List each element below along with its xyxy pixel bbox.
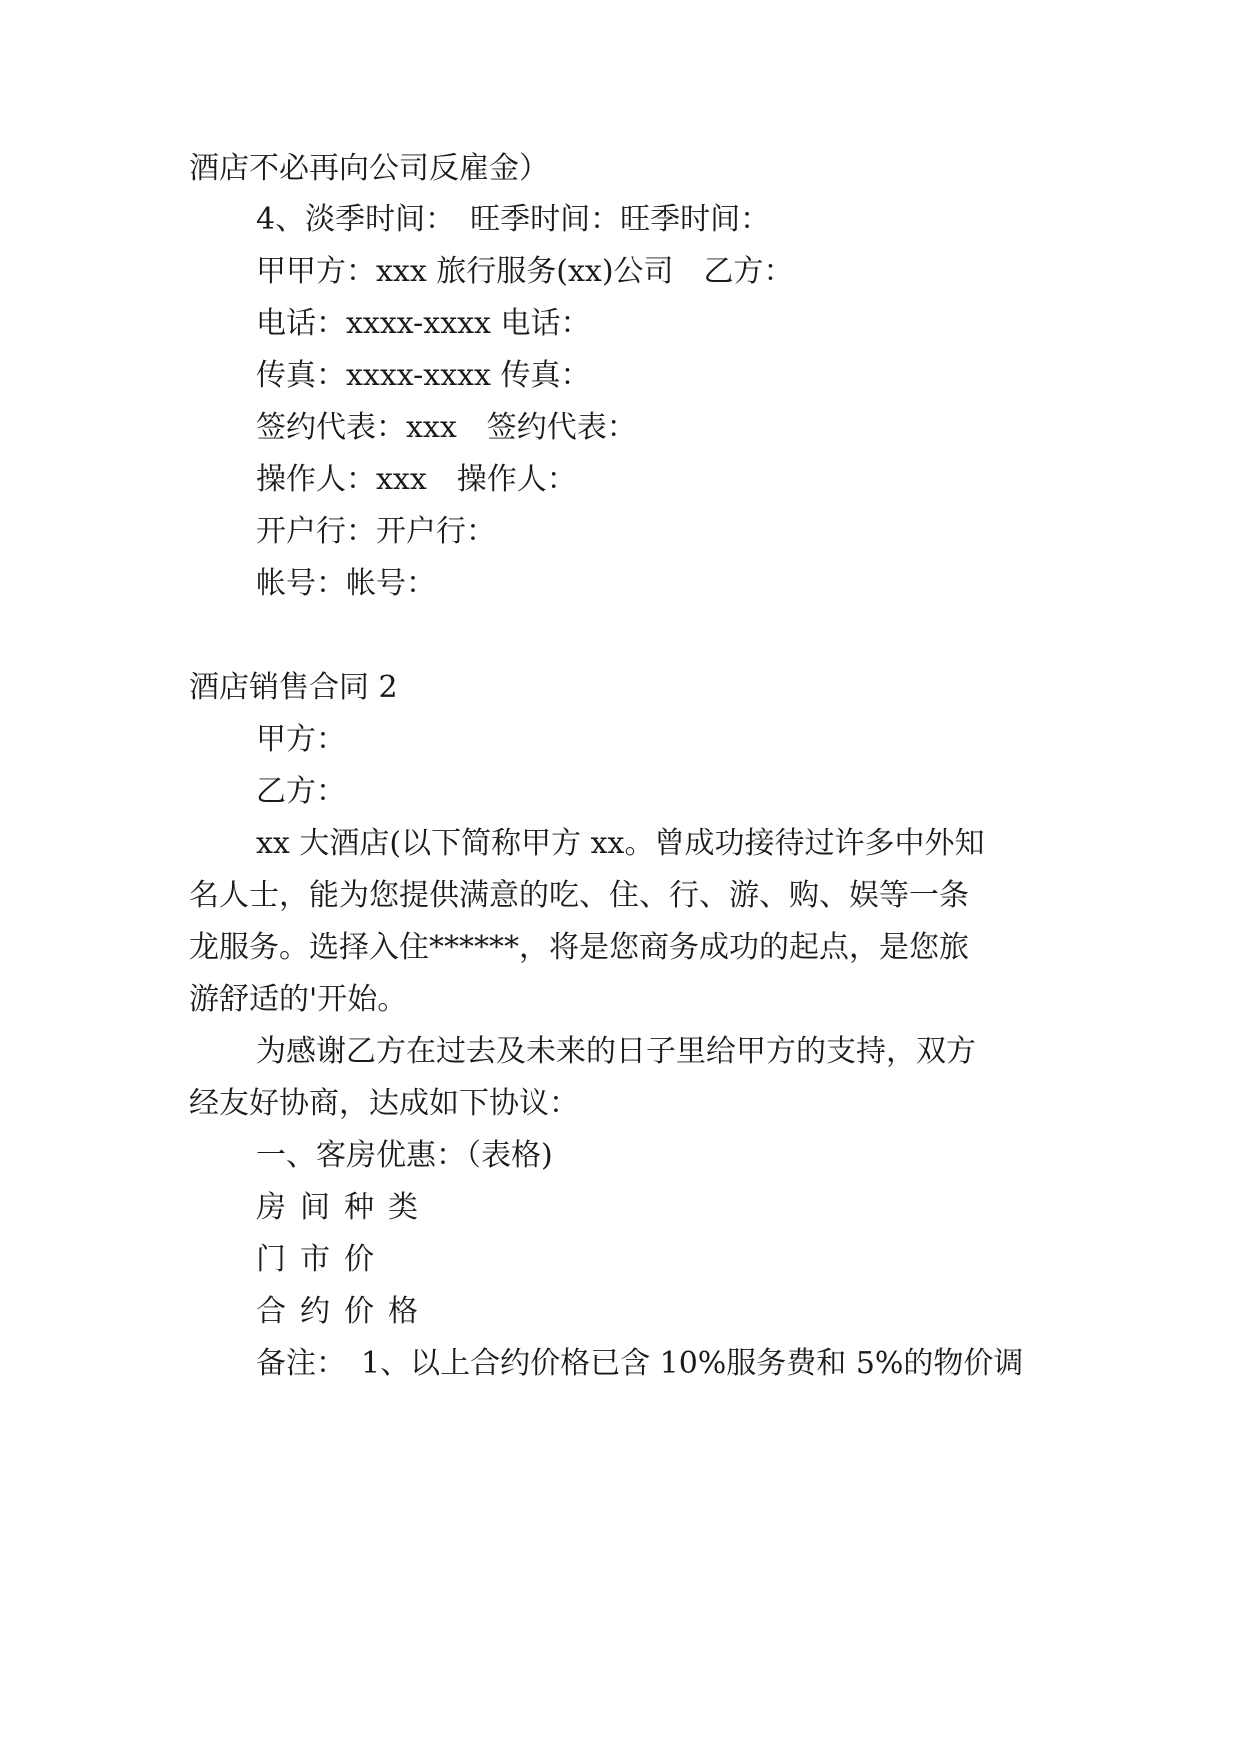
intro-line: 名人士，能为您提供满意的吃、住、行、游、购、娱等一条 — [189, 878, 969, 913]
section-heading: 一、客房优惠：（表格) — [256, 1138, 553, 1173]
intro-line: 游舒适的'开始。 — [189, 982, 408, 1017]
season-times-line: 4、淡季时间： 旺季时间：旺季时间： — [256, 202, 771, 237]
bank-line: 开户行：开户行： — [256, 514, 496, 549]
party-a-line: 甲方： — [256, 722, 346, 757]
party-b-line: 乙方： — [256, 774, 346, 809]
note-line: 备注： 1、以上合约价格已含 10%服务费和 5%的物价调 — [256, 1346, 1024, 1381]
intro-line: 龙服务。选择入住******，将是您商务成功的起点，是您旅 — [189, 930, 969, 965]
fax-line: 传真：xxxx-xxxx 传真： — [256, 358, 591, 393]
phone-line: 电话：xxxx-xxxx 电话： — [256, 306, 591, 341]
signing-rep-line: 签约代表：xxx 签约代表： — [256, 410, 637, 445]
account-line: 帐号：帐号： — [256, 566, 436, 601]
thanks-line: 经友好协商，达成如下协议： — [189, 1086, 579, 1121]
table-column-contract-price: 合约价格 — [256, 1294, 432, 1329]
intro-line: xx 大酒店(以下简称甲方 xx。曾成功接待过许多中外知 — [256, 826, 985, 861]
thanks-line: 为感谢乙方在过去及未来的日子里给甲方的支持，双方 — [256, 1034, 976, 1069]
party-line: 甲甲方：xxx 旅行服务(xx)公司 乙方： — [256, 254, 794, 289]
table-column-rack-rate: 门市价 — [256, 1242, 388, 1277]
table-column-room-type: 房间种类 — [256, 1190, 432, 1225]
contract-title: 酒店销售合同 2 — [189, 670, 398, 705]
continuation-line: 酒店不必再向公司反雇金） — [189, 151, 549, 186]
operator-line: 操作人：xxx 操作人： — [256, 462, 577, 497]
